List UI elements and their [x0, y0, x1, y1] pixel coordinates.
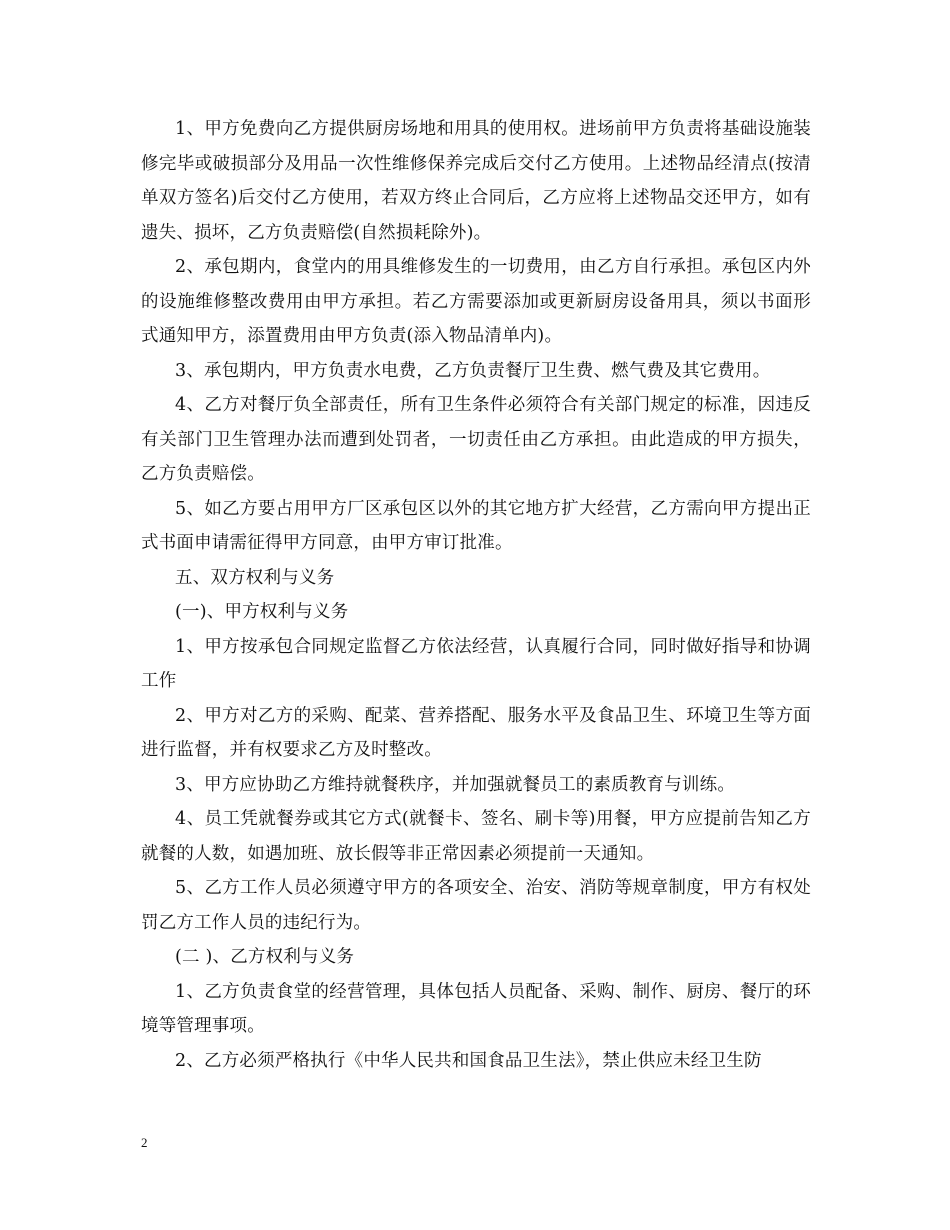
clause-paragraph: 1、乙方负责食堂的经营管理，具体包括人员配备、采购、制作、厨房、餐厅的环境等管理事项。	[141, 981, 811, 1036]
clause-paragraph: 2、承包期内，食堂内的用具维修发生的一切费用，由乙方自行承担。承包区内外的设施维修整改费用由甲方承担。若乙方需要添加或更新厨房设备用具，须以书面形式通知甲方，添置费用由甲方负责(添入物品清单内)。	[141, 257, 811, 346]
clause-paragraph: 3、承包期内，甲方负责水电费，乙方负责餐厅卫生费、燃气费及其它费用。	[175, 360, 771, 381]
page-number: 2	[141, 1135, 148, 1150]
clause-paragraph: 2、乙方必须严格执行《中华人民共和国食品卫生法》，禁止供应未经卫生防	[175, 1050, 762, 1071]
clause-paragraph: 5、如乙方要占用甲方厂区承包区以外的其它地方扩大经营，乙方需向甲方提出正式书面申请需征得甲方同意，由甲方审订批准。	[141, 498, 811, 553]
clause-paragraph: 3、甲方应协助乙方维持就餐秩序，并加强就餐员工的素质教育与训练。	[175, 774, 736, 795]
subsection-heading: (二 )、乙方权利与义务	[175, 947, 355, 967]
clause-paragraph: 5、乙方工作人员必须遵守甲方的各项安全、治安、消防等规章制度，甲方有权处罚乙方工作人员的违纪行为。	[141, 878, 811, 933]
subsection-heading: (一)、甲方权利与义务	[175, 602, 349, 622]
clause-paragraph: 4、员工凭就餐券或其它方式(就餐卡、签名、刷卡等)用餐，甲方应提前告知乙方就餐的人数，如遇加班、放长假等非正常因素必须提前一天通知。	[141, 809, 811, 864]
clause-paragraph: 2、甲方对乙方的采购、配菜、营养搭配、服务水平及食品卫生、环境卫生等方面进行监督，并有权要求乙方及时整改。	[141, 705, 811, 760]
clause-paragraph: 1、甲方免费向乙方提供厨房场地和用具的使用权。进场前甲方负责将基础设施装修完毕或破损部分及用品一次性维修保养完成后交付乙方使用。上述物品经清点(按清单双方签名)后交付乙方使用，若双方终止合同后，乙方应将上述物品交还甲方，如有遗失、损坏，乙方负责赔偿(自然损耗除外)。	[141, 119, 811, 243]
clause-paragraph: 1、甲方按承包合同规定监督乙方依法经营，认真履行合同，同时做好指导和协调工作	[141, 636, 811, 691]
document-body	[141, 112, 811, 1078]
section-heading: 五、双方权利与义务	[175, 567, 335, 588]
clause-paragraph: 4、乙方对餐厅负全部责任，所有卫生条件必须符合有关部门规定的标准，因违反有关部门卫生管理办法而遭到处罚者，一切责任由乙方承担。由此造成的甲方损失，乙方负责赔偿。	[141, 395, 811, 484]
